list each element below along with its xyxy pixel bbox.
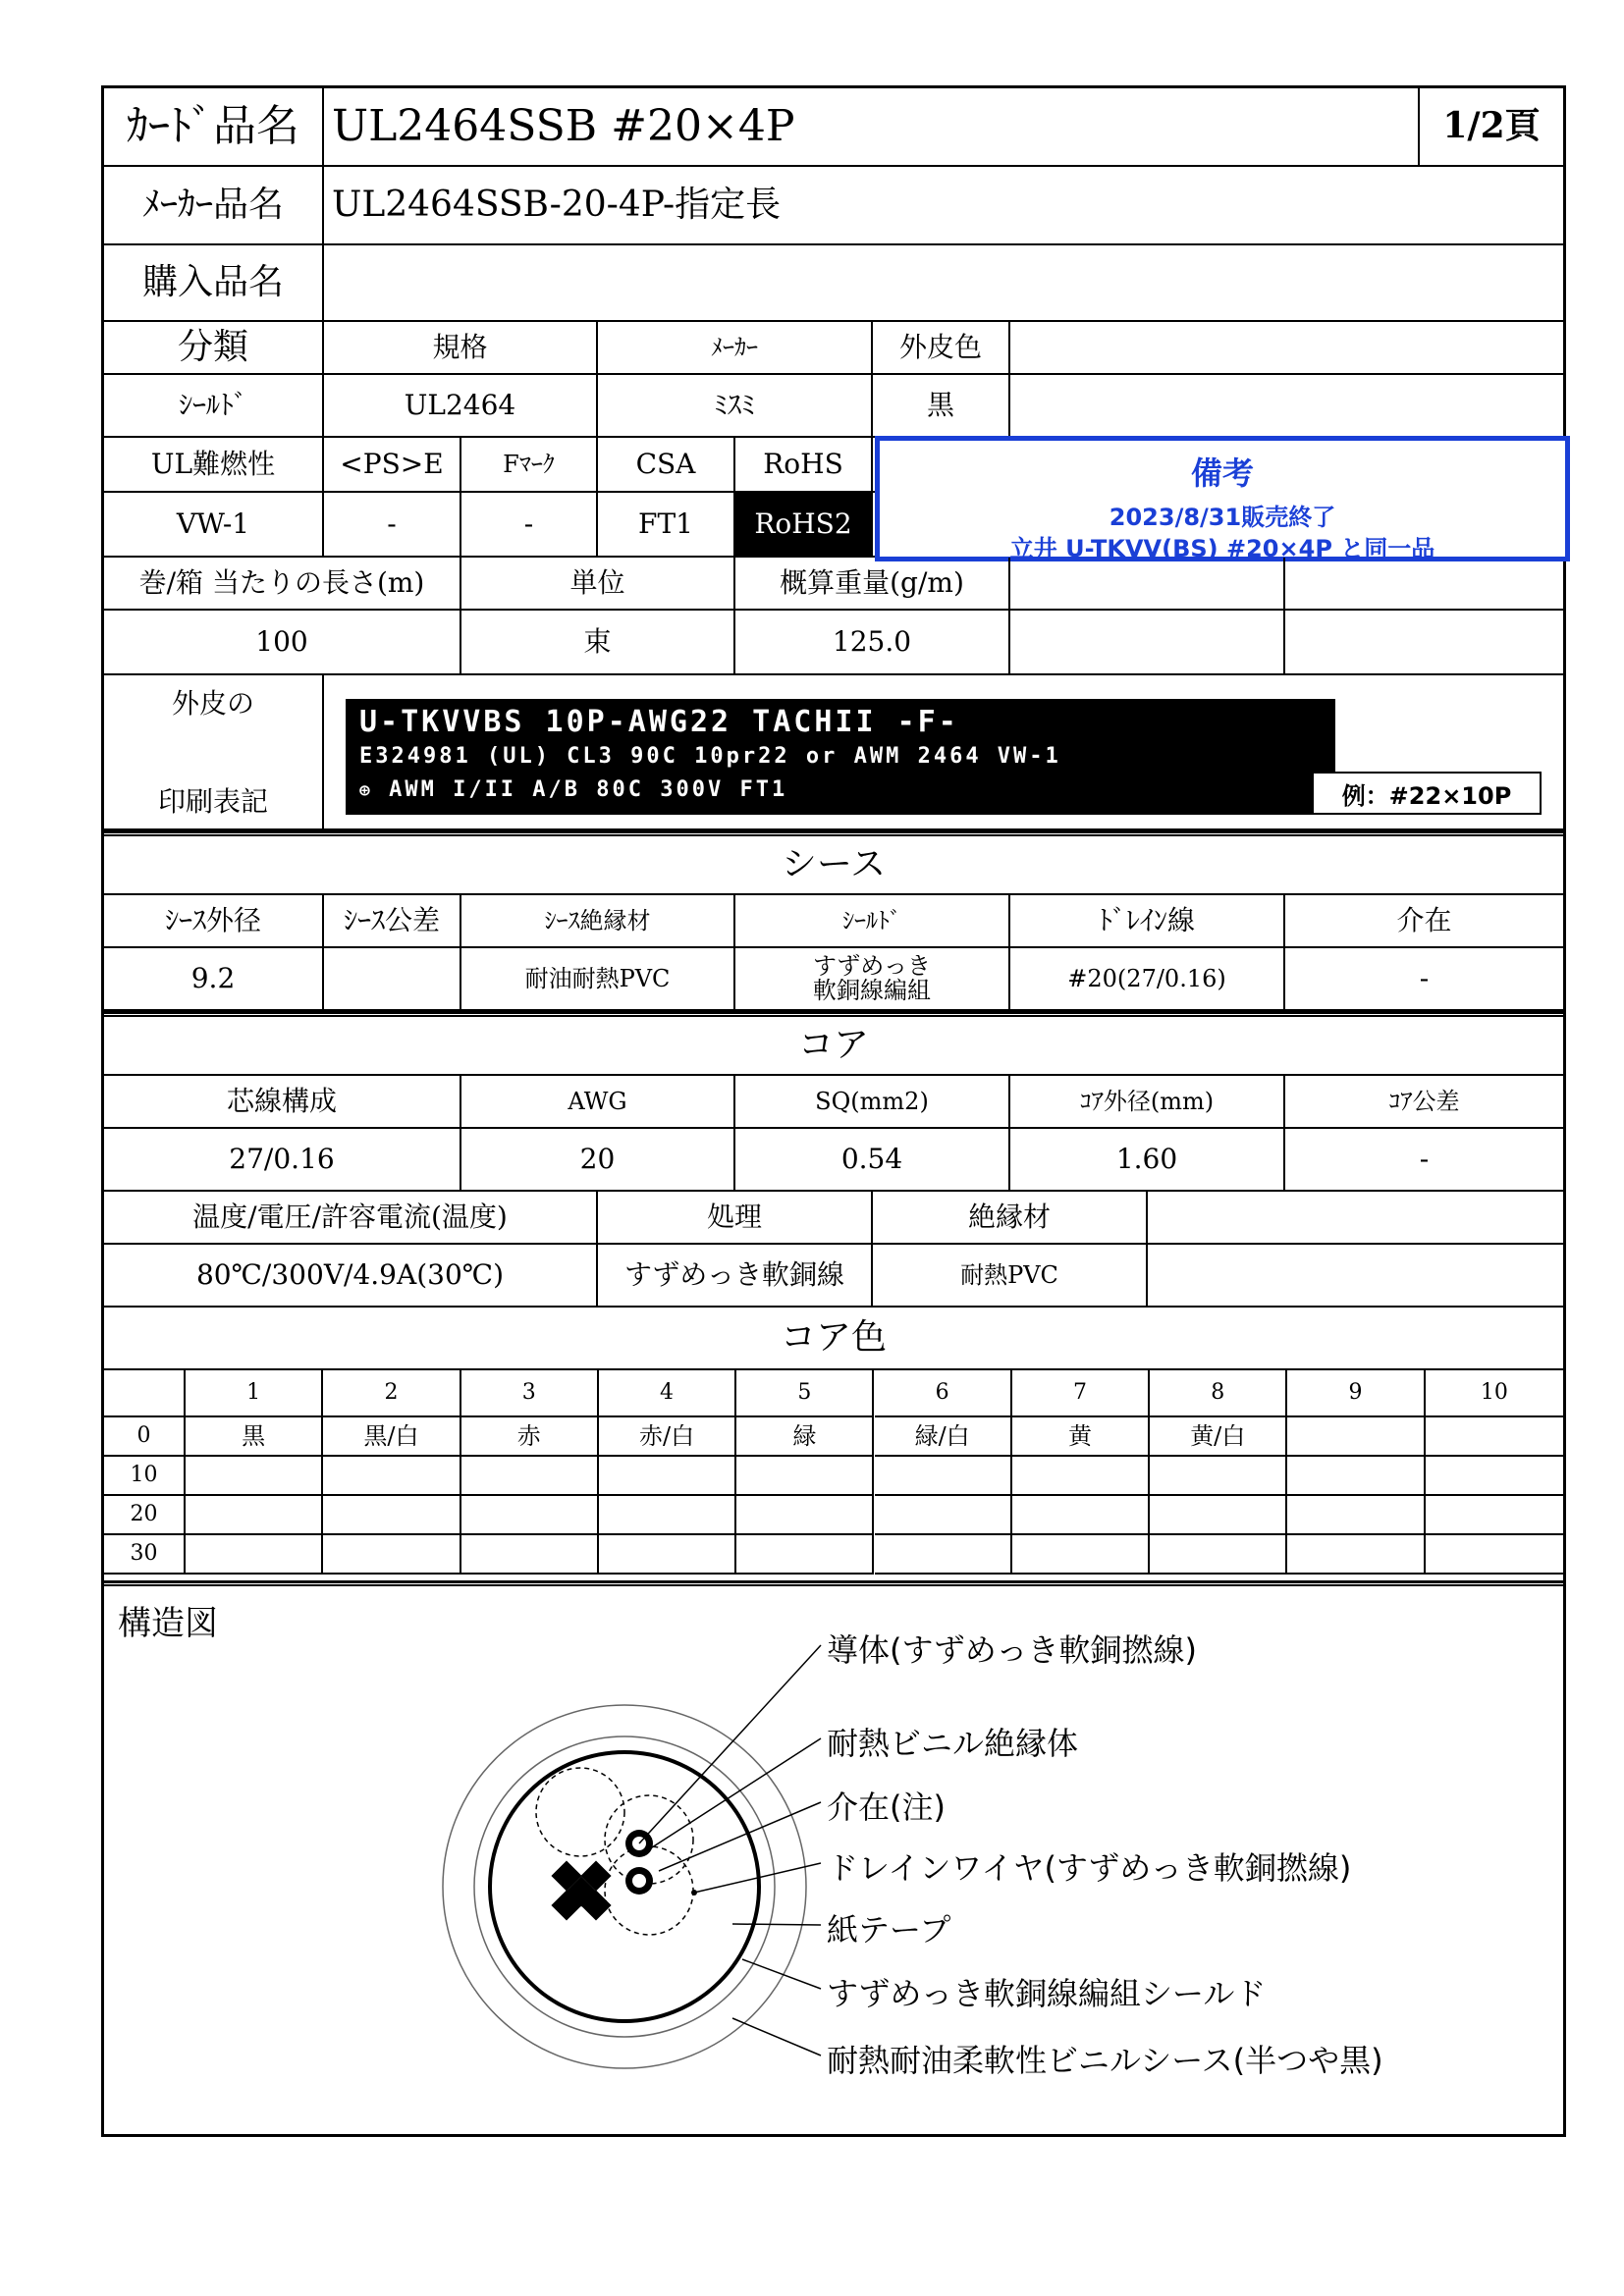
label-sheath: 耐熱耐油柔軟性ビニルシース(半つや黒) (827, 2042, 1383, 2079)
ul-mark-icon: ⊕ (359, 780, 373, 801)
core-od-label: ｺｱ外径(mm) (1010, 1076, 1285, 1129)
color-cell (599, 1535, 736, 1575)
color-row-label: 0 (104, 1417, 186, 1457)
blank-cell (1010, 558, 1285, 611)
color-cell (1150, 1535, 1287, 1575)
jacket-color-label: 外皮色 (873, 322, 1010, 375)
unit-label: 単位 (461, 558, 735, 611)
sheath-od-label: ｼｰｽ外径 (104, 895, 324, 948)
color-cell: 緑 (736, 1417, 874, 1457)
color-cell (875, 1457, 1012, 1496)
csa-value: FT1 (598, 493, 735, 558)
color-cell (875, 1535, 1012, 1575)
ps-label: <PS>E (324, 438, 461, 493)
label-paper-tape: 紙テープ (827, 1911, 951, 1949)
note-box (875, 436, 1570, 561)
weight-label: 概算重量(g/m) (735, 558, 1010, 611)
color-row-label: 10 (104, 1457, 186, 1496)
standard-value: UL2464 (324, 375, 598, 438)
label-insulation: 耐熱ビニル絶縁体 (827, 1725, 1079, 1762)
color-cell (461, 1457, 599, 1496)
blank-cell (1148, 1245, 1563, 1308)
sheath-insul-value: 耐油耐熱PVC (461, 948, 735, 1011)
ul-value: VW-1 (104, 493, 324, 558)
printing-label-top: 外皮の (171, 687, 254, 720)
color-cell (461, 1496, 599, 1535)
sheath-tol-label: ｼｰｽ公差 (324, 895, 461, 948)
color-cell: 黄 (1012, 1417, 1150, 1457)
fmark-value: - (461, 493, 598, 558)
color-cell (1150, 1457, 1287, 1496)
sheath-section-title: シース (104, 834, 1563, 895)
unit-value: 束 (461, 611, 735, 675)
color-cell (1426, 1535, 1563, 1575)
core-color-section-title: コア色 (104, 1308, 1563, 1370)
drain-label: ﾄﾞﾚｲﾝ線 (1010, 895, 1285, 948)
sheath-tol-value (324, 948, 461, 1011)
blank-cell (1010, 322, 1563, 375)
color-column-header: 10 (1426, 1370, 1563, 1417)
color-table-corner (104, 1370, 186, 1417)
blank-cell (1285, 558, 1563, 611)
filler-outline (536, 1768, 624, 1856)
treatment-label: 処理 (598, 1192, 873, 1245)
purchase-value (324, 245, 1563, 322)
color-cell (186, 1457, 323, 1496)
color-cell (736, 1496, 874, 1535)
filler-outline (605, 1846, 693, 1935)
sq-label: SQ(mm2) (735, 1076, 1010, 1129)
color-row-label: 20 (104, 1496, 186, 1535)
spec-sheet (101, 85, 1566, 2137)
color-cell (1426, 1457, 1563, 1496)
purchase-label: 購入品名 (104, 245, 324, 322)
sheath-outline (443, 1705, 806, 2068)
treatment-value: すずめっき軟銅線 (598, 1245, 873, 1308)
jacket-print-image (346, 699, 1335, 815)
blank-cell (1010, 375, 1563, 438)
color-cell: 黒 (186, 1417, 323, 1457)
color-column-header: 6 (875, 1370, 1012, 1417)
fmark-label: Fﾏｰｸ (461, 438, 598, 493)
color-cell: 黄/白 (1150, 1417, 1287, 1457)
core-od-value: 1.60 (1010, 1129, 1285, 1192)
label-drain-wire: ドレインワイヤ(すずめっき軟銅撚線) (827, 1849, 1352, 1887)
color-cell: 緑/白 (875, 1417, 1012, 1457)
label-filler: 介在(注) (827, 1789, 946, 1826)
shield-label: ｼｰﾙﾄﾞ (735, 895, 1010, 948)
awg-label: AWG (461, 1076, 735, 1129)
note-line-2: 立井 U-TKVV(BS) #20×4P と同一品 (1009, 535, 1435, 562)
page-number: 1/2頁 (1420, 88, 1563, 167)
print-line-3: AWM I/II A/B 80C 300V FT1 (389, 777, 788, 802)
blank-cell (1148, 1192, 1563, 1245)
print-line-2: E324981 (UL) CL3 90C 10pr22 or AWM 2464 VW-1 (359, 744, 1061, 769)
color-cell (599, 1496, 736, 1535)
length-label: 巻/箱 当たりの長さ(m) (104, 558, 461, 611)
core-tol-label: ｺｱ公差 (1285, 1076, 1563, 1129)
color-cell (1426, 1496, 1563, 1535)
maker-part-label: ﾒｰｶｰ品名 (104, 167, 324, 245)
note-line-1: 2023/8/31販売終了 (1109, 504, 1336, 531)
color-row-label: 30 (104, 1535, 186, 1575)
note-title: 備考 (1190, 454, 1254, 492)
color-cell (186, 1496, 323, 1535)
color-cell (461, 1535, 599, 1575)
color-cell (1426, 1417, 1563, 1457)
blank-cell (1010, 611, 1285, 675)
color-column-header: 2 (323, 1370, 460, 1417)
structure-section (104, 1584, 1563, 2136)
print-example: 例：#22×10P (1312, 772, 1542, 815)
rohs-value: RoHS2 (735, 493, 873, 558)
color-cell (875, 1496, 1012, 1535)
strand-value: 27/0.16 (104, 1129, 461, 1192)
sheath-od-value: 9.2 (104, 948, 324, 1011)
color-cell (1012, 1496, 1150, 1535)
csa-label: CSA (598, 438, 735, 493)
filler-label: 介在 (1285, 895, 1563, 948)
shield-value-1: すずめっき (813, 951, 931, 980)
sheath-insul-label: ｼｰｽ絶縁材 (461, 895, 735, 948)
color-cell: 赤 (461, 1417, 599, 1457)
print-line-1: U-TKVVBS 10P-AWG22 TACHII -F- (359, 705, 959, 739)
sq-value: 0.54 (735, 1129, 1010, 1192)
color-cell: 赤/白 (599, 1417, 736, 1457)
color-cell (1287, 1535, 1425, 1575)
maker-part-value: UL2464SSB-20-4P-指定長 (324, 167, 1563, 245)
printing-label-cell (104, 675, 324, 830)
color-column-header: 4 (599, 1370, 736, 1417)
color-cell (323, 1535, 460, 1575)
rating-label: 温度/電圧/許容電流(温度) (104, 1192, 598, 1245)
jacket-color-value: 黒 (873, 375, 1010, 438)
card-name-label: ｶｰﾄﾞ品名 (104, 88, 324, 167)
color-cell (323, 1457, 460, 1496)
label-braid-shield: すずめっき軟銅線編組シールド (827, 1975, 1267, 2012)
class-value: ｼｰﾙﾄﾞ (104, 375, 324, 438)
maker-label: ﾒｰｶｰ (598, 322, 873, 375)
class-label: 分類 (104, 322, 324, 375)
rohs-label: RoHS (735, 438, 873, 493)
ul-label: UL難燃性 (104, 438, 324, 493)
color-cell (323, 1496, 460, 1535)
color-cell: 黒/白 (323, 1417, 460, 1457)
color-column-header: 8 (1150, 1370, 1287, 1417)
color-cell (1287, 1496, 1425, 1535)
drain-value: #20(27/0.16) (1010, 948, 1285, 1011)
pair-cores (625, 1830, 653, 1895)
color-column-header: 5 (736, 1370, 874, 1417)
strand-label: 芯線構成 (104, 1076, 461, 1129)
color-column-header: 1 (186, 1370, 323, 1417)
color-column-header: 3 (461, 1370, 599, 1417)
maker-value: ﾐｽﾐ (598, 375, 873, 438)
card-name-value: UL2464SSB #20×4P (324, 88, 1420, 167)
print-line-3-wrap (359, 777, 787, 802)
length-value: 100 (104, 611, 461, 675)
braid-shield-outline (474, 1736, 775, 2037)
color-cell (1012, 1457, 1150, 1496)
color-cell (1012, 1535, 1150, 1575)
weight-value: 125.0 (735, 611, 1010, 675)
awg-value: 20 (461, 1129, 735, 1192)
blank-cell (1285, 611, 1563, 675)
standard-label: 規格 (324, 322, 598, 375)
shield-value-2: 軟銅線編組 (813, 977, 931, 1004)
insulation-label: 絶縁材 (873, 1192, 1148, 1245)
color-cell (736, 1457, 874, 1496)
label-conductor: 導体(すずめっき軟銅撚線) (827, 1631, 1197, 1669)
insulation-value: 耐熱PVC (873, 1245, 1148, 1308)
core-tol-value: - (1285, 1129, 1563, 1192)
core-color-table (104, 1370, 1563, 1580)
core-bundle (551, 1860, 611, 1920)
color-cell (599, 1457, 736, 1496)
printing-label-bottom: 印刷表記 (157, 785, 268, 818)
rating-value: 80℃/300V/4.9A(30℃) (104, 1245, 598, 1308)
structure-title: 構造図 (118, 1604, 218, 1643)
ps-value: - (324, 493, 461, 558)
core-section-title: コア (104, 1015, 1563, 1076)
color-cell (1150, 1496, 1287, 1535)
shield-value (735, 948, 1010, 1011)
color-cell (736, 1535, 874, 1575)
color-cell (1287, 1417, 1425, 1457)
color-cell (1287, 1457, 1425, 1496)
color-column-header: 7 (1012, 1370, 1150, 1417)
color-cell (186, 1535, 323, 1575)
filler-value: - (1285, 948, 1563, 1011)
color-column-header: 9 (1287, 1370, 1425, 1417)
